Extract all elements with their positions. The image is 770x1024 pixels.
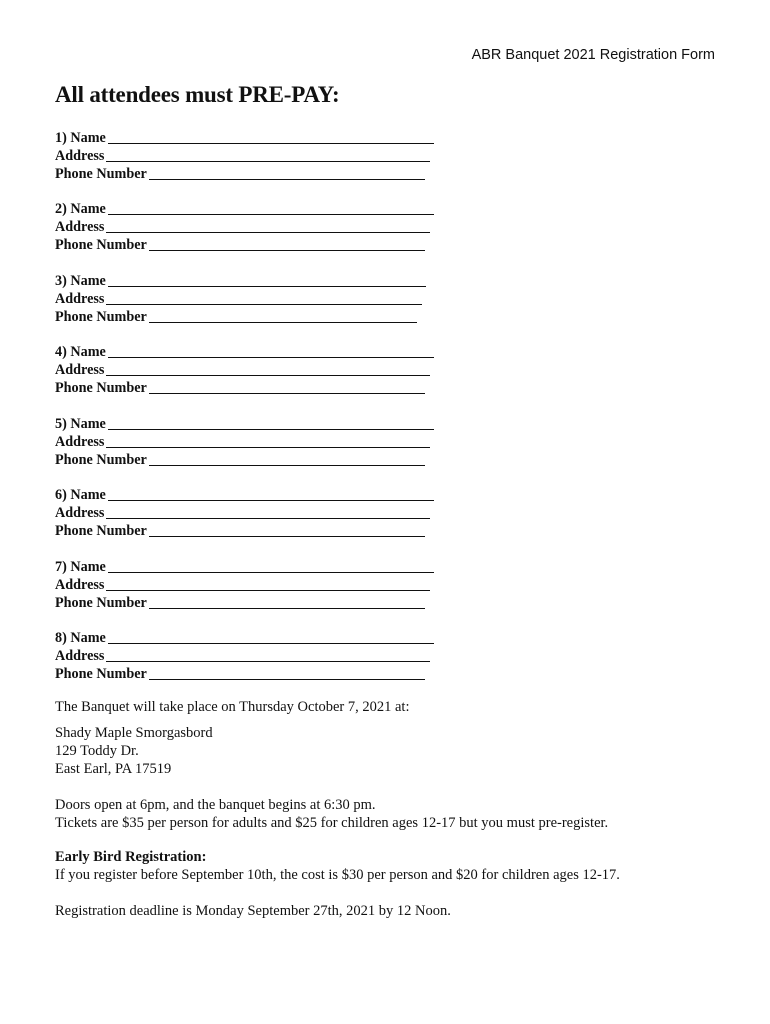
address-field[interactable] [106, 362, 430, 376]
address-row [55, 289, 455, 307]
name-label: 7) Name [55, 558, 106, 575]
doors-info: Doors open at 6pm, and the banquet begins at 6:30 pm. [55, 797, 376, 813]
phone-label: Phone Number [55, 237, 147, 254]
name-field[interactable] [108, 630, 434, 644]
attendee-block [55, 414, 455, 486]
name-field[interactable] [108, 273, 426, 287]
name-row [55, 486, 455, 504]
phone-field[interactable] [149, 452, 425, 466]
attendee-block [55, 629, 455, 701]
address-field[interactable] [106, 648, 430, 662]
phone-row [55, 664, 455, 682]
phone-row [55, 593, 455, 611]
name-label: 1) Name [55, 129, 106, 146]
phone-row [55, 307, 455, 325]
name-label: 2) Name [55, 201, 106, 218]
name-field[interactable] [108, 344, 434, 358]
phone-field[interactable] [149, 166, 425, 180]
phone-field[interactable] [149, 666, 425, 680]
attendee-block [55, 343, 455, 415]
address-label: Address [55, 576, 105, 593]
phone-field[interactable] [149, 237, 425, 251]
phone-label: Phone Number [55, 594, 147, 611]
address-row [55, 575, 455, 593]
phone-label: Phone Number [55, 666, 147, 683]
address-label: Address [55, 648, 105, 665]
phone-row [55, 450, 455, 468]
phone-field[interactable] [149, 523, 425, 537]
name-row [55, 629, 455, 647]
address-field[interactable] [106, 577, 430, 591]
page-title: All attendees must PRE-PAY: [55, 82, 340, 107]
name-field[interactable] [108, 559, 434, 573]
address-label: Address [55, 433, 105, 450]
phone-row [55, 164, 455, 182]
address-label: Address [55, 505, 105, 522]
venue-city: East Earl, PA 17519 [55, 761, 172, 777]
event-info [55, 698, 735, 920]
address-field[interactable] [106, 148, 430, 162]
address-row [55, 503, 455, 521]
attendee-block [55, 200, 455, 272]
address-field[interactable] [106, 291, 422, 305]
attendee-block [55, 557, 455, 629]
name-label: 4) Name [55, 344, 106, 361]
address-row [55, 360, 455, 378]
phone-row [55, 521, 455, 539]
name-field[interactable] [108, 487, 434, 501]
name-label: 5) Name [55, 415, 106, 432]
registration-deadline: Registration deadline is Monday September 27th, 2021 by 12 Noon. [55, 903, 451, 919]
address-label: Address [55, 362, 105, 379]
phone-row [55, 378, 455, 396]
address-label: Address [55, 219, 105, 236]
address-label: Address [55, 290, 105, 307]
early-bird-text: If you register before September 10th, the cost is $30 per person and $20 for children ages 12-17. [55, 867, 620, 883]
early-bird-heading: Early Bird Registration: [55, 849, 207, 865]
address-row [55, 432, 455, 450]
phone-row [55, 235, 455, 253]
attendee-block [55, 271, 455, 343]
name-row [55, 128, 455, 146]
name-label: 8) Name [55, 630, 106, 647]
name-field[interactable] [108, 416, 434, 430]
name-label: 6) Name [55, 487, 106, 504]
form-title: ABR Banquet 2021 Registration Form [471, 47, 715, 63]
phone-field[interactable] [149, 380, 425, 394]
attendee-block [55, 128, 455, 200]
address-field[interactable] [106, 505, 430, 519]
name-row [55, 557, 455, 575]
phone-field[interactable] [149, 595, 425, 609]
name-label: 3) Name [55, 272, 106, 289]
phone-label: Phone Number [55, 523, 147, 540]
address-row [55, 646, 455, 664]
phone-label: Phone Number [55, 308, 147, 325]
address-row [55, 146, 455, 164]
venue-street: 129 Toddy Dr. [55, 743, 139, 759]
ticket-info: Tickets are $35 per person for adults and $25 for children ages 12-17 but you must pre-register. [55, 815, 609, 831]
event-intro: The Banquet will take place on Thursday October 7, 2021 at: [55, 699, 410, 715]
address-row [55, 217, 455, 235]
phone-label: Phone Number [55, 451, 147, 468]
address-field[interactable] [106, 219, 430, 233]
attendee-block [55, 486, 455, 558]
name-field[interactable] [108, 201, 434, 215]
venue-name: Shady Maple Smorgasbord [55, 725, 213, 741]
name-field[interactable] [108, 130, 434, 144]
name-row [55, 414, 455, 432]
name-row [55, 200, 455, 218]
attendee-list [55, 128, 455, 700]
phone-label: Phone Number [55, 380, 147, 397]
phone-field[interactable] [149, 309, 417, 323]
phone-label: Phone Number [55, 165, 147, 182]
name-row [55, 343, 455, 361]
address-label: Address [55, 147, 105, 164]
name-row [55, 271, 455, 289]
address-field[interactable] [106, 434, 430, 448]
